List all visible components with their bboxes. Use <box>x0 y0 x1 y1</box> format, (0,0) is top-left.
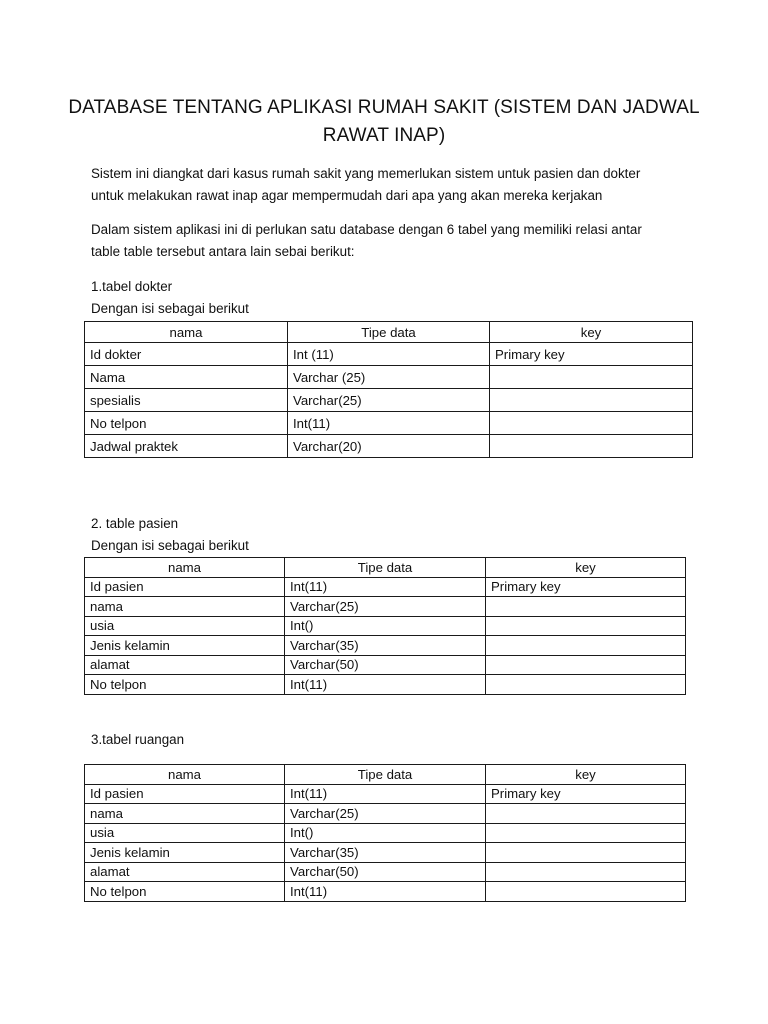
cell-tipe-data: Int(11) <box>285 784 486 804</box>
table-dokter <box>84 321 693 458</box>
cell-tipe-data: Int(11) <box>285 577 486 597</box>
table-row <box>85 343 693 366</box>
cell-key <box>490 389 693 412</box>
intro-p2-line-1: Dalam sistem aplikasi ini di perlukan satu database dengan 6 tabel yang memiliki relasi antar <box>91 222 642 237</box>
table-ruangan <box>84 764 686 902</box>
cell-key <box>486 882 686 902</box>
intro-p1-line-2: untuk melakukan rawat inap agar mempermudah dari apa yang akan mereka kerjakan <box>91 188 603 203</box>
cell-key: Primary key <box>486 784 686 804</box>
table-header-row <box>85 322 693 343</box>
cell-nama: Jenis kelamin <box>85 843 285 863</box>
cell-key: Primary key <box>490 343 693 366</box>
cell-tipe-data: Int(11) <box>288 412 490 435</box>
cell-tipe-data: Varchar(50) <box>285 862 486 882</box>
cell-nama: spesialis <box>85 389 288 412</box>
column-header-nama: nama <box>85 322 288 343</box>
table-row <box>85 882 686 902</box>
cell-key <box>486 675 686 695</box>
table-row <box>85 675 686 695</box>
cell-nama: Id dokter <box>85 343 288 366</box>
cell-tipe-data: Varchar(20) <box>288 435 490 458</box>
cell-nama: alamat <box>85 862 285 882</box>
column-header-nama: nama <box>85 558 285 578</box>
cell-nama: Jenis kelamin <box>85 636 285 656</box>
column-header-key: key <box>486 765 686 785</box>
cell-tipe-data: Int(11) <box>285 675 486 695</box>
cell-key: Primary key <box>486 577 686 597</box>
table-row <box>85 577 686 597</box>
cell-nama: alamat <box>85 655 285 675</box>
cell-key <box>490 435 693 458</box>
cell-nama: Nama <box>85 366 288 389</box>
table-row <box>85 784 686 804</box>
cell-tipe-data: Varchar(25) <box>285 804 486 824</box>
cell-key <box>490 366 693 389</box>
column-header-nama: nama <box>85 765 285 785</box>
cell-key <box>486 655 686 675</box>
intro-paragraph-1 <box>91 163 691 207</box>
cell-nama: No telpon <box>85 675 285 695</box>
table-header-row <box>85 558 686 578</box>
table-header-row <box>85 765 686 785</box>
cell-tipe-data: Varchar(35) <box>285 636 486 656</box>
cell-nama: Id pasien <box>85 577 285 597</box>
cell-tipe-data: Varchar(50) <box>285 655 486 675</box>
table1-heading: 1.tabel dokter <box>91 279 173 294</box>
table-pasien <box>84 557 686 695</box>
table-row <box>85 366 693 389</box>
table-row <box>85 823 686 843</box>
table-row <box>85 862 686 882</box>
column-header-tipe-data: Tipe data <box>288 322 490 343</box>
column-header-key: key <box>490 322 693 343</box>
cell-key <box>486 597 686 617</box>
cell-key <box>486 804 686 824</box>
cell-key <box>486 823 686 843</box>
column-header-tipe-data: Tipe data <box>285 765 486 785</box>
table-row <box>85 616 686 636</box>
cell-tipe-data: Varchar(35) <box>285 843 486 863</box>
cell-tipe-data: Varchar (25) <box>288 366 490 389</box>
cell-nama: usia <box>85 823 285 843</box>
column-header-tipe-data: Tipe data <box>285 558 486 578</box>
cell-key <box>486 843 686 863</box>
title-line-1: DATABASE TENTANG APLIKASI RUMAH SAKIT (SISTEM DAN JADWAL <box>68 97 700 118</box>
cell-key <box>486 636 686 656</box>
table3-heading: 3.tabel ruangan <box>91 732 185 747</box>
cell-nama: No telpon <box>85 882 285 902</box>
title-line-2: RAWAT INAP) <box>322 125 446 146</box>
cell-tipe-data: Varchar(25) <box>285 597 486 617</box>
column-header-key: key <box>486 558 686 578</box>
cell-nama: Jadwal praktek <box>85 435 288 458</box>
cell-tipe-data: Varchar(25) <box>288 389 490 412</box>
cell-nama: No telpon <box>85 412 288 435</box>
document-title <box>60 94 708 150</box>
table-row <box>85 843 686 863</box>
table-row <box>85 435 693 458</box>
table2-caption: Dengan isi sebagai berikut <box>91 538 249 553</box>
table-row <box>85 804 686 824</box>
table-row <box>85 655 686 675</box>
cell-key <box>486 862 686 882</box>
cell-nama: nama <box>85 597 285 617</box>
table-row <box>85 597 686 617</box>
cell-tipe-data: Int(11) <box>285 882 486 902</box>
table-row <box>85 412 693 435</box>
cell-nama: Id pasien <box>85 784 285 804</box>
table1-caption: Dengan isi sebagai berikut <box>91 301 249 316</box>
cell-tipe-data: Int() <box>285 616 486 636</box>
cell-tipe-data: Int (11) <box>288 343 490 366</box>
cell-key <box>490 412 693 435</box>
table2-heading: 2. table pasien <box>91 516 179 531</box>
cell-key <box>486 616 686 636</box>
cell-nama: nama <box>85 804 285 824</box>
table-row <box>85 636 686 656</box>
cell-tipe-data: Int() <box>285 823 486 843</box>
intro-p1-line-1: Sistem ini diangkat dari kasus rumah sakit yang memerlukan sistem untuk pasien dan dokter <box>91 166 641 181</box>
cell-nama: usia <box>85 616 285 636</box>
table-row <box>85 389 693 412</box>
intro-p2-line-2: table table tersebut antara lain sebai berikut: <box>91 244 355 259</box>
intro-paragraph-2 <box>91 219 691 263</box>
